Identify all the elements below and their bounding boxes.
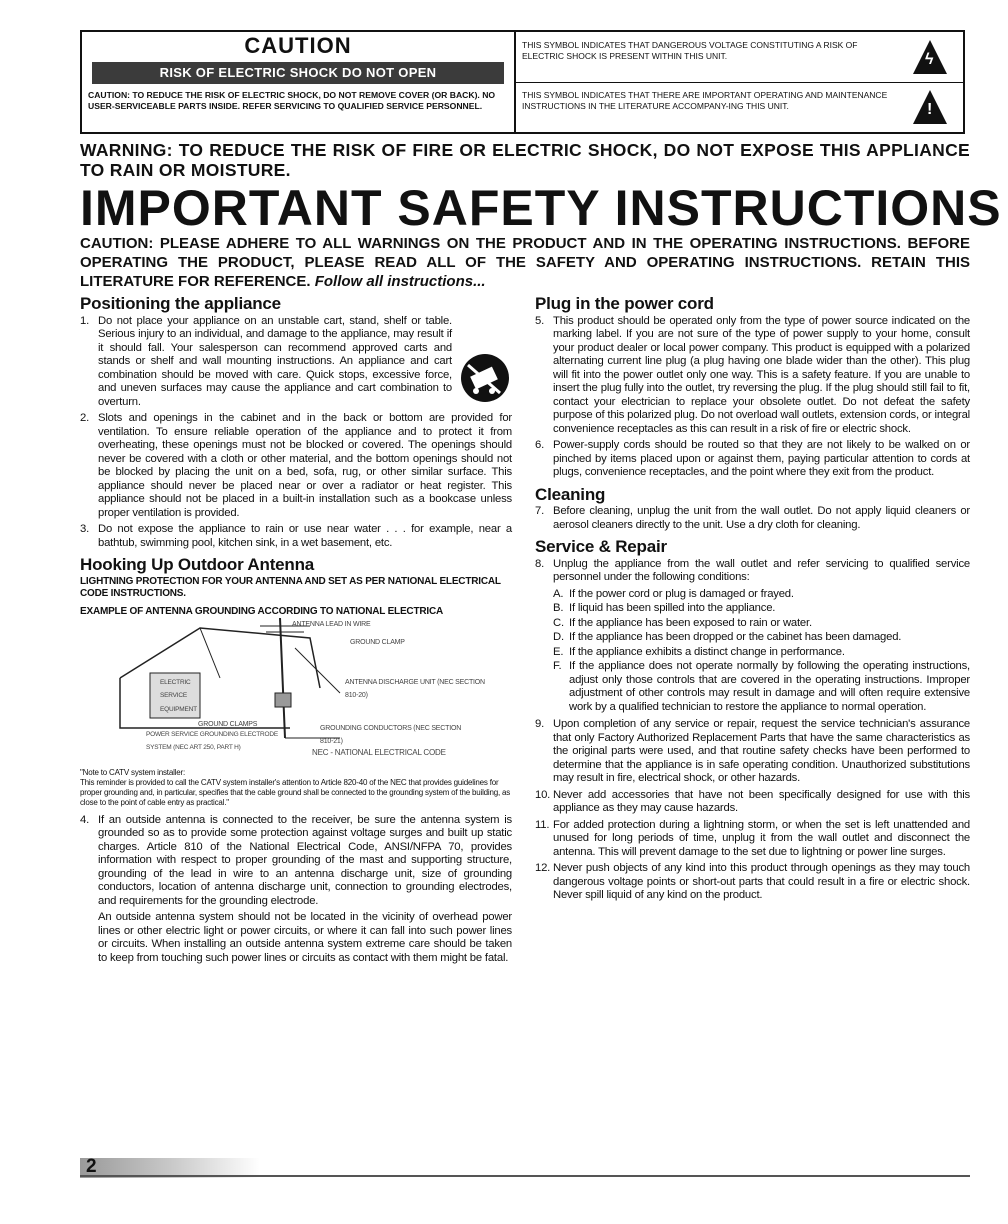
diagram-label-ground-clamp: GROUND CLAMP [350,638,405,646]
condition-item [535,646,970,660]
diagram-label-service-equipment: ELECTRIC SERVICE EQUIPMENT [160,678,197,713]
left-column [80,294,512,968]
page-number: 2 [86,1156,97,1177]
diagram-label-lead-in: ANTENNA LEAD IN WIRE [292,620,371,628]
list-item [80,315,512,410]
catv-note-text: This reminder is provided to call the CATV system installer's attention to Article 820-40 of the NEC that provides guidelines for proper grounding and, in particular, specifies that the cable ground shall be connected to the grounding system of the building, as close to the point of cable entry as practical." [80,777,511,807]
item-text: Upon completion of any service or repair, request the service technician's assurance that only Factory Authorized Replacement Parts that have the same characteristics as the original parts were used, and that routine safety checks have been performed to determine that the appliance is in safe operating condition. Unauthorized substitutions may result in fire, electrical shock, or other hazards. [553,718,970,784]
list-item [80,412,512,520]
item-text: If an outside antenna is connected to the receiver, be sure the antenna system is grounded so as to provide some protection against voltage surges and built up static charges. Article 810 of the National Electrical Code, ANSI/NFPA 70, provides information with respect to proper grounding of the mast and supporting structure, grounding of the lead in wire to an antenna discharge unit, size of grounding conductors, location of antenna discharge unit, connection to grounding electrodes, and requirements for the grounding electrode. [98,813,512,907]
caution-title: CAUTION [244,33,352,58]
condition-item [535,631,970,645]
item-number: 12. [535,862,551,874]
item-text: Before cleaning, unplug the unit from the wall outlet. Do not apply liquid cleaners or aerosol cleaners directly to the unit. Use a dry cloth for cleaning. [553,505,970,531]
antenna-subheading: LIGHTNING PROTECTION FOR YOUR ANTENNA AND SET AS PER NATIONAL ELECTRICAL CODE INSTRUCTIONS. [80,575,501,599]
antenna-grounding-diagram [80,618,512,768]
diagram-label-power-service: POWER SERVICE GROUNDING ELECTRODE SYSTEM (NEC ART 250, PART H) [146,730,278,751]
diagram-label-nec: NEC - NATIONAL ELECTRICAL CODE [312,747,446,757]
caution-box [80,30,965,134]
item-text: Unplug the appliance from the wall outlet and refer servicing to qualified service personnel under the following conditions: [553,557,970,583]
condition-item [535,588,970,602]
condition-text: If the appliance has been dropped or the cabinet has been damaged. [569,631,902,643]
page-title: IMPORTANT SAFETY INSTRUCTIONS [80,180,1002,236]
item-number: 6. [535,439,545,451]
item-number: 3. [80,523,90,535]
caution-right-panel [516,32,963,132]
warning-text: WARNING: TO REDUCE THE RISK OF FIRE OR ELECTRIC SHOCK, DO NOT EXPOSE THIS APPLIANCE TO RAIN OR MOISTURE. [80,140,970,180]
item-text: Never add accessories that have not been specifically designed for use with this appliance as they may cause hazards. [553,788,970,814]
condition-text: If the appliance exhibits a distinct change in performance. [569,645,845,658]
item-text: Power-supply cords should be routed so that they are not likely to be walked on or pinched by items placed upon or against them, paying particular attention to cords at plugs, convenience receptacles, and the point where they exit from the product. [553,439,970,478]
list-item [535,819,970,860]
list-item [535,718,970,786]
item-number: 5. [535,314,545,327]
cart-tipover-icon [458,351,512,405]
item-number: 1. [80,314,90,327]
item-number: 8. [535,557,545,570]
diagram-label-ground-clamps: GROUND CLAMPS [198,720,258,728]
section-heading-service: Service & Repair [535,537,667,556]
catv-note-title: "Note to CATV system installer: [80,767,185,777]
list-item [535,439,970,480]
item-number: 7. [535,505,545,517]
item-text: For added protection during a lightning storm, or when the set is left unattended and unused for long periods of time, unplug it from the wall outlet and disconnect the antenna. This will prevent damage to the set due to lightning or power line surges. [553,818,970,858]
antenna-example-heading: EXAMPLE OF ANTENNA GROUNDING ACCORDING TO NATIONAL ELECTRICA [80,605,444,617]
condition-item [535,602,970,616]
condition-text: If the power cord or plug is damaged or frayed. [569,587,794,600]
condition-letter: B. [553,602,564,614]
condition-letter: F. [553,660,562,672]
caution-paragraph [80,234,970,291]
item-text: Never push objects of any kind into this product through openings as they may touch dangerous voltage points or short-out parts that could result in a fire or electric shock. Never spill liquid of any kind on the product. [553,862,970,901]
item-text: This product should be operated only from the type of power source indicated on the marking label. If you are not sure of the type of power supply to your home, consult your product dealer or local power company. This product is equipped with a polarized alternating current line plug (a plug having one blade wider than the other). This plug will fit into the power outlet only one way. This is a safety feature. If you are unable to insert the plug fully into the outlet, try reversing the plug. If the plug should still fail to fit, contact your electrician to replace your obsolete outlet. Do not defeat the safety purpose of this polarized plug. Do not overload wall outlets, extension cords, or integral convenience receptacles as this can result in a risk of fire or electric shock. [553,314,970,435]
list-item [535,505,970,532]
list-item [80,523,512,550]
condition-item [535,617,970,631]
symbol-desc-instructions: THIS SYMBOL INDICATES THAT THERE ARE IMPORTANT OPERATING AND MAINTENANCE INSTRUCTIONS IN THE LITERATURE ACCOMPANY-ING THIS UNIT. [522,90,888,111]
caution-follow: Follow all instructions... [314,273,486,290]
item-text: Slots and openings in the cabinet and in the back or bottom are provided for ventilation. To ensure reliable operation of the appliance and to protect it from overheating, these openings must not be blocked or covered. The openings should never be covered with a cloth or other material, and the bottom openings should not be blocked by placing the unit on a bed, sofa, rug, or other similar surface. This appliance should never be placed near or over a radiator or heat register. This appliance should not be placed in a built-in installation such as a bookcase unless proper ventilation is provided. [98,412,512,519]
item-text: Do not place your appliance on an unstable cart, stand, shelf or table. Serious injury to an individual, and damage to the appliance, may result if it should fall. Your salesperson can recommend approved carts and stands or shelf and wall mounting instructions. An appliance and cart combination should be moved with care. Quick stops, excessive force, and uneven surfaces may cause the appliance and cart combination to overturn. [98,314,452,408]
diagram-label-discharge-unit: ANTENNA DISCHARGE UNIT (NEC SECTION 810-20) [345,678,485,699]
symbol-desc-voltage: THIS SYMBOL INDICATES THAT DANGEROUS VOLTAGE CONSTITUTING A RISK OF ELECTRIC SHOCK IS PRESENT WITHIN THIS UNIT. [522,40,858,61]
exclamation-warning-icon: ! [913,90,947,124]
condition-letter: D. [553,631,564,643]
section-heading-cleaning: Cleaning [535,484,606,504]
condition-text: If the appliance does not operate normally by following the operating instructions, adjust only those controls that are covered in the operating instructions. Improper adjustment of other controls may result in damage and will often require extensive work by a qualified technician to restore the appliance to normal operation. [569,660,970,713]
divider [516,82,963,83]
item-number: 2. [80,412,90,424]
caution-text: CAUTION: TO REDUCE THE RISK OF ELECTRIC SHOCK, DO NOT REMOVE COVER (OR BACK). NO USER-SERVICEABLE PARTS INSIDE. REFER SERVICING TO QUALIFIED SERVICE PERSONNEL. [88,90,496,111]
caution-paragraph-text: CAUTION: PLEASE ADHERE TO ALL WARNINGS ON THE PRODUCT AND IN THE OPERATING INSTRUCTIONS. BEFORE OPERATING THE PRODUCT, PLEASE READ ALL OF THE SAFETY AND OPERATING INSTRUCTIONS. RETAIN THIS LITERATURE FOR REFERENCE. [80,235,970,290]
lightning-warning-icon: ϟ [913,40,947,74]
section-heading-positioning: Positioning the appliance [80,294,281,313]
list-item [80,814,512,909]
list-item-continued [80,911,512,965]
condition-letter: A. [553,587,564,600]
caution-left-panel [82,32,516,132]
condition-letter: C. [553,616,564,629]
item-number: 10. [535,788,551,801]
diagram-label-grounding-conductors: GROUNDING CONDUCTORS (NEC SECTION 810-21) [320,724,462,745]
item-number: 9. [535,718,545,730]
condition-item [535,660,970,714]
condition-letter: E. [553,645,564,658]
condition-text: If liquid has been spilled into the appliance. [569,602,776,614]
list-item [535,789,970,816]
section-heading-antenna: Hooking Up Outdoor Antenna [80,555,315,574]
item-text: Do not expose the appliance to rain or use near water . . . for example, near a bathtub, swimming pool, kitchen sink, in a wet basement, etc. [98,523,512,549]
caution-bar: RISK OF ELECTRIC SHOCK DO NOT OPEN [92,62,504,84]
footer-rule [80,1175,970,1177]
right-column [535,294,970,906]
list-item [535,862,970,903]
item-number: 4. [80,813,90,826]
item-text: An outside antenna system should not be located in the vicinity of overhead power lines or other electric light or power circuits, or where it can fall into such power lines or circuits. When installing an outside antenna system extreme care should be taken to keep from touching such power lines or circuits as contact with them might be fatal. [98,911,512,964]
section-heading-power: Plug in the power cord [535,294,714,313]
condition-text: If the appliance has been exposed to rain or water. [569,616,812,629]
item-number: 11. [535,818,550,831]
list-item [535,315,970,437]
list-item [535,558,970,585]
